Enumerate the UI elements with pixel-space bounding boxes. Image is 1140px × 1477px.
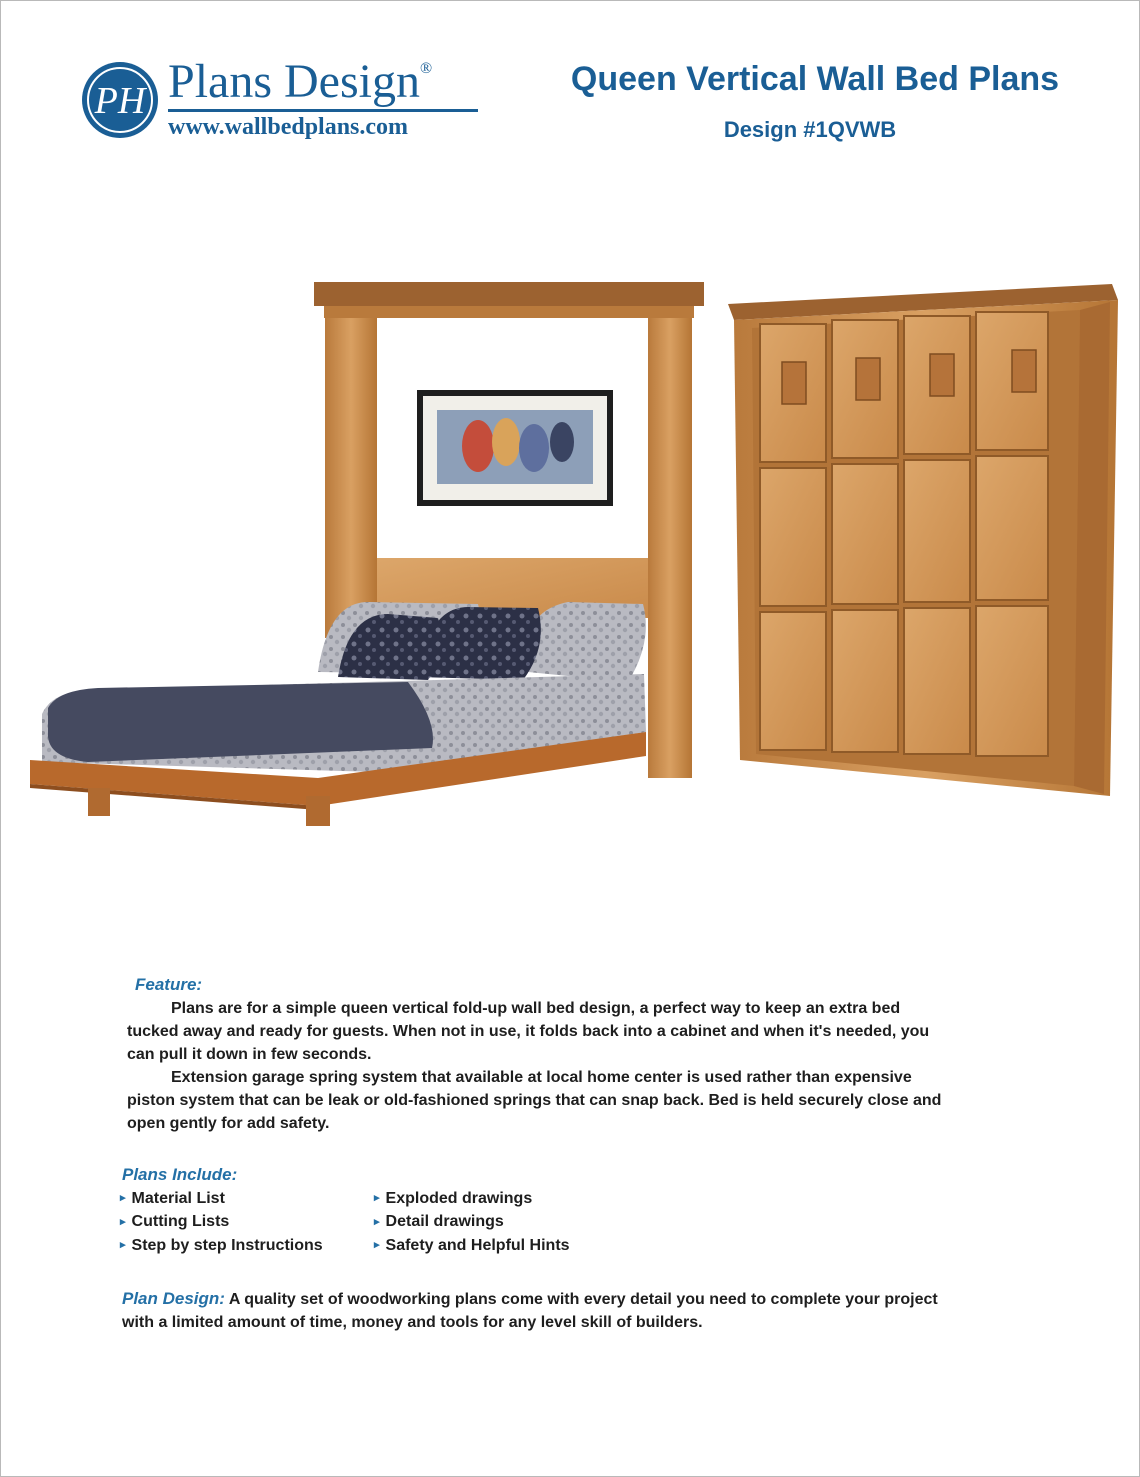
list-item bbox=[374, 1210, 570, 1233]
bullet-icon: ▸ bbox=[374, 1238, 380, 1251]
closed-wall-bed bbox=[728, 284, 1118, 796]
design-number: Design #1QVWB bbox=[723, 117, 897, 142]
feature-paragraph: Plans are for a simple queen vertical fold-up wall bed design, a perfect way to keep an extra bed tucked away and ready for guests. When not in use, it folds back into a cabinet and when it's needed, you can pull it down in few seconds. bbox=[127, 1000, 930, 1063]
list-item-label: Detail drawings bbox=[385, 1213, 504, 1231]
brand-name: Plans Design bbox=[168, 55, 420, 108]
logo-seal-icon bbox=[80, 60, 160, 140]
list-item bbox=[120, 1234, 323, 1257]
brand-logo bbox=[80, 56, 500, 146]
bullet-icon: ▸ bbox=[120, 1238, 126, 1251]
plans-include-heading: Plans Include: bbox=[122, 1165, 238, 1184]
list-item-label: Exploded drawings bbox=[385, 1190, 533, 1207]
plan-design-text: A quality set of woodworking plans come with every detail you need to complete your project with a limited amount of time, money and tools for any level skill of builders. bbox=[122, 1291, 938, 1331]
open-wall-bed bbox=[30, 282, 704, 826]
feature-heading: Feature: bbox=[135, 975, 203, 994]
brand-name-wrap bbox=[168, 54, 432, 109]
brand-url: www.wallbedplans.com bbox=[168, 114, 409, 140]
bullet-icon: ▸ bbox=[120, 1192, 126, 1205]
list-item bbox=[374, 1234, 570, 1257]
feature-body bbox=[127, 997, 942, 1135]
logo-monogram: PH bbox=[94, 80, 146, 122]
page-title: Queen Vertical Wall Bed Plans bbox=[570, 60, 1060, 98]
plan-design-paragraph bbox=[122, 1287, 942, 1334]
list-item bbox=[120, 1210, 323, 1233]
includes-left-list bbox=[120, 1187, 323, 1257]
bullet-icon: ▸ bbox=[374, 1215, 380, 1228]
list-item-label: Cutting Lists bbox=[131, 1213, 230, 1231]
list-item-label: Safety and Helpful Hints bbox=[385, 1236, 570, 1254]
logo-rule bbox=[168, 109, 478, 112]
list-item-label: Step by step Instructions bbox=[131, 1236, 323, 1254]
list-item bbox=[120, 1187, 323, 1210]
bullet-icon: ▸ bbox=[120, 1215, 126, 1228]
list-item bbox=[374, 1187, 570, 1210]
feature-paragraph: Extension garage spring system that available at local home center is used rather than expensive piston system that can be leak or old-fashioned springs that can snap back. Bed is held securely close and open gently for add safety. bbox=[127, 1069, 942, 1132]
list-item-label: Material List bbox=[131, 1190, 225, 1207]
product-photo bbox=[28, 262, 1120, 832]
registered-mark: ® bbox=[420, 60, 433, 77]
includes-right-list bbox=[374, 1187, 570, 1257]
plan-design-heading: Plan Design: bbox=[122, 1289, 225, 1308]
bullet-icon: ▸ bbox=[374, 1192, 380, 1205]
